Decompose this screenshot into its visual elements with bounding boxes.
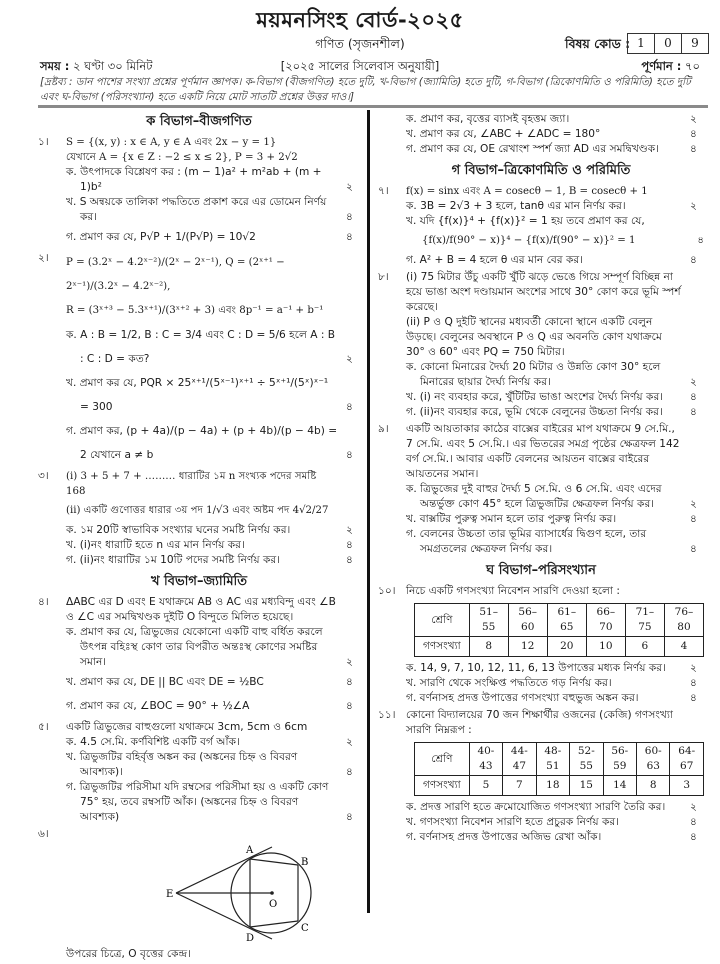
question-11 <box>378 708 704 845</box>
table-cell: 56–60 <box>508 604 547 637</box>
sub-question-ka: ক. 3B = 2√3 + 3 হলে, tanθ এর মান নির্ণয় কর। ২ <box>406 200 697 212</box>
table-cell: 66–70 <box>586 604 625 637</box>
sub-question-ga: গ. প্রমাণ কর যে, ∠BOC = 90° + ½∠A ৪ <box>66 700 353 712</box>
sub-question-kha: খ. S অন্বয়কে তালিকা পদ্ধতিতে প্রকাশ করে এর ডোমেন নির্ণয় কর। ৪ <box>66 196 353 223</box>
sub-question-text: খ. গণসংখ্যা নিবেশন সারণি হতে প্রচুরক নির্ণয় কর। <box>406 816 619 828</box>
sub-question-ka: ক. কোনো মিনারের দৈর্ঘ্য 20 মিটার ও উন্নতি কোণ 30° হলে মিনারের ছায়ার দৈর্ঘ্য নির্ণয় কর। ২ <box>406 361 697 388</box>
sub-question-ga: গ. ত্রিভুজটির পরিসীমা যদি রম্বসের পরিসীমা হয় ও একটি কোণ 75° হয়, তবে রম্বসটি আঁক। (অঙ্কনের চিহ্ন ও বিবরণ আবশ্যক) ৪ <box>66 781 353 823</box>
table-cell: 7 <box>503 776 536 796</box>
label-a: A <box>246 845 254 856</box>
center-point <box>270 891 274 895</box>
sub-question-text: গ. বর্ণনাসহ প্রদত্ত উপাত্তের অজিভ রেখা আঁক। <box>406 831 602 843</box>
sub-question-ka: ক. প্রমাণ কর যে, ত্রিভুজের যেকোনো একটি বাহু বর্ধিত করলে উৎপন্ন বহিঃস্থ কোণ তার বিপরীত অন্তঃস্থ কোণের সমষ্টির সমান। ২ <box>66 626 353 668</box>
right-column <box>378 108 704 847</box>
sub-question-text: ক. ত্রিভুজের দুই বাহুর দৈর্ঘ্য 5 সে.মি. ও 6 সে.মি. এবং এদের অন্তর্ভুক্ত কোণ 45° হলে ত্রিভুজটির ক্ষেত্রফল নির্ণয় কর। <box>406 483 662 510</box>
sub-question-text: খ. যদি {f(x)}⁴ + {f(x)}² = 1 হয় তবে প্রমাণ কর যে, <box>406 215 645 227</box>
time-label: সময় : <box>40 59 70 73</box>
table-row-class <box>415 743 704 776</box>
sub-question-ka: ক. 14, 9, 7, 10, 12, 11, 6, 13 উপাত্তের মধ্যক নির্ণয় কর। ২ <box>406 662 697 674</box>
label-b: B <box>301 857 309 868</box>
question-stem: (ii) P ও Q দুইটি স্থানের মধ্যবর্তী কোনো স্থানে একটি বেলুন উড়ছে। বেলুনের অবস্থানে P ও Q এর অবনতি কোণ যথাক্রমে 30° ও 60° এবং PQ = 750 মিটার। <box>406 316 662 358</box>
mark-value: ৪ <box>697 235 704 246</box>
sub-question-text: ক. 14, 9, 7, 10, 12, 11, 6, 13 উপাত্তের মধ্যক নির্ণয় কর। <box>406 662 666 674</box>
subject-title: গণিত (সৃজনশীল) <box>315 36 405 51</box>
question-7 <box>378 184 704 268</box>
table-cell: 52-55 <box>570 743 603 776</box>
table-cell: 40-43 <box>469 743 502 776</box>
table-header-cell: গণসংখ্যা <box>415 776 470 796</box>
question-9 <box>378 422 704 557</box>
sub-question-ga: গ. বেলনের উচ্চতা তার ভূমির ব্যাসার্ধের দ্বিগুণ হলে, তার সমগ্রতলের ক্ষেত্রফল নির্ণয় কর। ৪ <box>406 528 697 555</box>
sub-question-text: খ. প্রমাণ কর যে, ∠ABC + ∠ADC = 180° <box>406 128 601 140</box>
subject-code-digit: 1 <box>637 36 645 50</box>
question-6 <box>38 827 360 962</box>
table-cell: 14 <box>603 776 636 796</box>
subject-code-label: বিষয় কোড : <box>565 36 631 51</box>
table-header-cell: শ্রেণি <box>415 604 470 637</box>
sub-question-text: গ. (ii)নং ধারাটির ১ম 10টি পদের সমষ্টি নির্ণয় কর। <box>66 554 280 566</box>
question-1 <box>38 135 360 249</box>
sub-question-ga: গ. A² + B = 4 হলে θ এর মান বের কর। ৪ <box>406 254 697 266</box>
sub-question-text: খ. প্রমাণ কর যে, DE || BC এবং DE = ½BC <box>66 676 264 688</box>
question-5 <box>38 720 360 825</box>
frequency-table <box>414 603 704 657</box>
section-heading-algebra: ক বিভাগ–বীজগণিত <box>146 114 252 129</box>
sub-question-ga: গ. প্রমাণ কর যে, OE রেখাংশ স্পর্শ জ্যা AD এর সমদ্বিখণ্ডক। ৪ <box>406 143 697 155</box>
sub-question-text: ক. 3B = 2√3 + 3 হলে, tanθ এর মান নির্ণয় কর। <box>406 200 626 212</box>
sub-question-kha: খ. (i) নং ব্যবহার করে, খুঁটিটির ভাঙা অংশের দৈর্ঘ্য নির্ণয় কর। ৪ <box>406 391 697 403</box>
question-stem: R = (3ˣ⁺³ − 5.3ˣ⁺¹)/(3ˣ⁺² + 3) এবং 8p⁻¹ = a⁻¹ + b⁻¹ <box>66 305 324 316</box>
tangent-ed <box>176 893 272 939</box>
sub-question-ga: গ. (ii)নং ধারাটির ১ম 10টি পদের সমষ্টি নির্ণয় কর। ৪ <box>66 554 353 566</box>
question-stem: (i) 75 মিটার উঁচু একটি খুঁটি ঝড়ে ভেঙে গিয়ে সম্পূর্ণ বিচ্ছিন্ন না হয়ে ভাঙা অংশ দণ্ডায়মান অংশের সাথে 30° কোণ করে ভূমি স্পর্শ করেছে। <box>406 271 681 313</box>
question-stem: f(x) = sinx এবং A = cosecθ − 1, B = cosecθ + 1 <box>406 186 648 197</box>
question-number: ৬। <box>38 828 49 840</box>
sub-question-text: গ. (ii)নং ব্যবহার করে, ভূমি থেকে বেলুনের উচ্চতা নির্ণয় কর। <box>406 406 663 418</box>
full-marks-label: পূর্ণমান : <box>641 59 682 73</box>
circle-figure <box>66 827 360 947</box>
full-marks-value: ৭০ <box>685 59 700 73</box>
question-stem: P = (3.2ˣ − 4.2ˣ⁻²)/(2ˣ − 2ˣ⁻¹), Q = (2ˣ⁺¹ − 2ˣ⁻¹)/(3.2ˣ − 4.2ˣ⁻²), <box>66 257 285 292</box>
table-row-frequency <box>415 637 704 657</box>
formula-text: {f(x)/f(90° − x)}⁴ − {f(x)/f(90° − x)}² = 1 <box>422 235 636 246</box>
section-heading-geometry: খ বিভাগ–জ্যামিতি <box>150 574 248 589</box>
table-cell: 61–65 <box>547 604 586 637</box>
table-cell: 56-59 <box>603 743 636 776</box>
tangent-ea <box>176 847 272 893</box>
question-stem: যেখানে A = {x ∈ Z : −2 ≤ x ≤ 2}, P = 3 + 2√2 <box>66 152 298 163</box>
sub-question-text: খ. সারণি থেকে সংক্ষিপ্ত পদ্ধতিতে গড় নির্ণয় কর। <box>406 677 612 689</box>
sub-question-ga: গ. প্রমাণ কর যে, P√P + 1/(P√P) = 10√2 ৪ <box>66 231 353 243</box>
table-cell: 6 <box>625 637 664 657</box>
sub-question-text: ক. কোনো মিনারের দৈর্ঘ্য 20 মিটার ও উন্নতি কোণ 30° হলে মিনারের ছায়ার দৈর্ঘ্য নির্ণয় কর। <box>406 361 661 388</box>
section-heading-statistics: ঘ বিভাগ–পরিসংখ্যান <box>486 563 596 578</box>
sub-question-text: ক. 4.5 সে.মি. কর্ণবিশিষ্ট একটি বর্গ আঁক। <box>66 736 240 748</box>
subject-code-digit: 9 <box>681 34 708 53</box>
question-number: ১০। <box>378 585 396 597</box>
label-e: E <box>166 889 174 900</box>
subject-code-digit: 0 <box>654 34 681 53</box>
table-cell: 15 <box>570 776 603 796</box>
sub-question-text: ক. A : B = 1/2, B : C = 3/4 এবং C : D = 5/6 হলে A : B : C : D = কত? <box>66 329 336 365</box>
table-header-cell: গণসংখ্যা <box>415 637 470 657</box>
table-header-cell: শ্রেণি <box>415 743 470 776</box>
sub-question-text: ক. ১ম 20টি স্বাভাবিক সংখ্যার ঘনের সমষ্টি নির্ণয় কর। <box>66 524 291 536</box>
question-10 <box>378 584 704 706</box>
sub-question-kha: খ. (i)নং ধারাটি হতে n এর মান নির্ণয় কর। ৪ <box>66 539 353 551</box>
question-number: ৪। <box>38 596 49 608</box>
instructions-note: [দ্রষ্টব্য : ডান পাশের সংখ্যা প্রশ্নের পূর্ণমান জ্ঞাপক। ক-বিভাগ (বীজগণিত) হতে দুটি, খ-বিভাগ (জ্যামিতি) হতে দুটি, গ-বিভাগ (ত্রিকোণমিতি ও পরিমিতি) হতে দুটি এবং ঘ-বিভাগ (পরিসংখ্যান) হতে একটি নিয়ে মোট সাতটি প্রশ্নের উত্তর দাও।] <box>40 76 691 103</box>
question-stem: কোনো বিদ্যালয়ের 70 জন শিক্ষার্থীর ওজনের (কেজি) গণসংখ্যা সারণি নিম্নরূপ : <box>406 709 673 736</box>
sub-question-ka: ক. A : B = 1/2, B : C = 3/4 এবং C : D = 5/6 হলে A : B : C : D = কত? ২ <box>66 329 353 365</box>
sub-question-text: খ. (i) নং ব্যবহার করে, খুঁটিটির ভাঙা অংশের দৈর্ঘ্য নির্ণয় কর। <box>406 391 664 403</box>
table-cell: 76–80 <box>664 604 703 637</box>
question-4 <box>38 595 360 718</box>
table-cell: 5 <box>469 776 502 796</box>
sub-question-text: খ. (i)নং ধারাটি হতে n এর মান নির্ণয় কর। <box>66 539 245 551</box>
sub-question-text: খ. বাক্সটির পুরুত্ব সমান হলে তার পুরুত্ব নির্ণয় কর। <box>406 513 617 525</box>
table-cell: 8 <box>637 776 670 796</box>
table-cell: 51–55 <box>469 604 508 637</box>
table-cell: 4 <box>664 637 703 657</box>
sub-question-kha: খ. ত্রিভুজটির বহির্বৃত্ত অঙ্কন কর (অঙ্কনের চিহ্ন ও বিবরণ আবশ্যক)। ৪ <box>66 751 353 778</box>
geometry-diagram <box>66 827 366 947</box>
sub-question-kha <box>406 214 704 229</box>
chord-cd <box>250 921 298 927</box>
question-number: ৫। <box>38 721 49 733</box>
sub-question-text: ক. প্রদত্ত সারণি হতে ক্রমোযোজিত গণসংখ্যা সারণি তৈরি কর। <box>406 801 666 813</box>
label-c: C <box>301 923 309 934</box>
sub-question-kha: খ. প্রমাণ কর যে, ∠ABC + ∠ADC = 180° ৪ <box>406 128 697 140</box>
sub-question-ka: ক. 4.5 সে.মি. কর্ণবিশিষ্ট একটি বর্গ আঁক। ২ <box>66 736 353 748</box>
question-stem: S = {(x, y) : x ∈ A, y ∈ A এবং 2x − y = 1} <box>66 137 277 148</box>
question-6-continued <box>378 112 704 157</box>
table-cell: 12 <box>508 637 547 657</box>
sub-question-text: খ. প্রমাণ কর যে, PQR × 25ˣ⁺¹/(5ˣ⁻¹)ˣ⁺¹ ÷ 5ˣ⁺¹/(5ˣ)ˣ⁻¹ = 300 <box>66 377 329 413</box>
sub-question-text: গ. প্রমাণ কর, (p + 4a)/(p − 4a) + (p + 4b)/(p − 4b) = 2 যেখানে a ≠ b <box>66 425 338 461</box>
sub-question-text: খ. ত্রিভুজটির বহির্বৃত্ত অঙ্কন কর (অঙ্কনের চিহ্ন ও বিবরণ আবশ্যক)। <box>66 751 298 778</box>
question-8 <box>378 270 704 420</box>
question-stem: নিচে একটি গণসংখ্যা নিবেশন সারণি দেওয়া হলো : <box>406 585 620 597</box>
table-cell: 60-63 <box>637 743 670 776</box>
table-cell: 71–75 <box>625 604 664 637</box>
sub-question-ga: গ. প্রমাণ কর, (p + 4a)/(p − 4a) + (p + 4b)/(p − 4b) = 2 যেখানে a ≠ b ৪ <box>66 425 353 461</box>
sub-question-text: খ. S অন্বয়কে তালিকা পদ্ধতিতে প্রকাশ করে এর ডোমেন নির্ণয় কর। <box>66 196 327 223</box>
sub-question-kha: খ. প্রমাণ কর যে, PQR × 25ˣ⁺¹/(5ˣ⁻¹)ˣ⁺¹ ÷ 5ˣ⁺¹/(5ˣ)ˣ⁻¹ = 300 ৪ <box>66 377 353 413</box>
frequency-table <box>414 742 704 796</box>
question-3 <box>38 469 360 568</box>
question-number: ১। <box>38 136 49 148</box>
sub-question-text: গ. প্রমাণ কর যে, ∠BOC = 90° + ½∠A <box>66 700 250 712</box>
question-stem: একটি ত্রিভুজের বাহুগুলো যথাক্রমে 3cm, 5cm ও 6cm <box>66 721 308 733</box>
question-2 <box>38 251 360 467</box>
table-cell: 8 <box>469 637 508 657</box>
question-stem: একটি আয়তাকার কাঠের বাক্সের বাইরের মাপ যথাক্রমে 9 সে.মি., 7 সে.মি. এবং 5 সে.মি.। এর ভিতরের সমগ্র পৃষ্ঠের ক্ষেত্রফল 142 বর্গ সে.মি.। আবার একটি বেলনের আয়তন বাক্সের বাইরের আয়তনের সমান। <box>406 423 680 480</box>
sub-question-ga: গ. বর্ণনাসহ প্রদত্ত উপাত্তের অজিভ রেখা আঁক। ৪ <box>406 831 697 843</box>
sub-question-text: গ. A² + B = 4 হলে θ এর মান বের কর। <box>406 254 584 266</box>
label-o: O <box>269 899 278 910</box>
chord-ab <box>250 859 298 865</box>
question-number: ১১। <box>378 709 396 721</box>
question-number: ৩। <box>38 470 49 482</box>
question-stem: ΔABC এর D এবং E যথাক্রমে AB ও AC এর মধ্যবিন্দু এবং ∠B ও ∠C এর সমদ্বিখণ্ডক দুইটি O বিন্দুতে মিলিত হয়েছে। <box>66 596 336 623</box>
subject-code-boxes <box>627 33 709 54</box>
sub-question-kha: খ. সারণি থেকে সংক্ষিপ্ত পদ্ধতিতে গড় নির্ণয় কর। ৪ <box>406 677 697 689</box>
time-value: ২ ঘণ্টা ৩০ মিনিট <box>73 59 153 73</box>
sub-question-ga: গ. বর্ণনাসহ প্রদত্ত উপাত্তের গণসংখ্যা বহুভুজ অঙ্কন কর। ৪ <box>406 692 697 704</box>
question-number: ২। <box>38 252 49 264</box>
sub-question-text: গ. প্রমাণ কর যে, P√P + 1/(P√P) = 10√2 <box>66 231 256 243</box>
sub-question-text: ক. প্রমাণ কর যে, ত্রিভুজের যেকোনো একটি বাহু বর্ধিত করলে উৎপন্ন বহিঃস্থ কোণ তার বিপরীত অন্তঃস্থ কোণের সমষ্টির সমান। <box>66 626 323 668</box>
table-cell: 3 <box>670 776 704 796</box>
section-heading-trigonometry: গ বিভাগ–ত্রিকোণমিতি ও পরিমিতি <box>451 163 631 178</box>
sub-question-ka: ক. ত্রিভুজের দুই বাহুর দৈর্ঘ্য 5 সে.মি. ও 6 সে.মি. এবং এদের অন্তর্ভুক্ত কোণ 45° হলে ত্রিভুজটির ক্ষেত্রফল নির্ণয় কর। ২ <box>406 483 697 510</box>
sub-question-text: গ. বেলনের উচ্চতা তার ভূমির ব্যাসার্ধের দ্বিগুণ হলে, তার সমগ্রতলের ক্ষেত্রফল নির্ণয় কর। <box>406 528 647 555</box>
question-stem: (i) 3 + 5 + 7 + ……… ধারাটির ১ম n সংখ্যক পদের সমষ্টি 168 <box>66 471 317 497</box>
sub-question-kha: খ. বাক্সটির পুরুত্ব সমান হলে তার পুরুত্ব নির্ণয় কর। ৪ <box>406 513 697 525</box>
question-number: ৭। <box>378 185 389 197</box>
sub-question-ka: ক. উৎপাদকে বিশ্লেষণ কর : (m − 1)a² + m²ab + (m + 1)b² ২ <box>66 166 353 193</box>
question-number: ৮। <box>378 271 389 283</box>
left-column <box>38 108 360 964</box>
figure-caption: উপরের চিত্রে, O বৃত্তের কেন্দ্র। <box>66 948 191 960</box>
sub-question-ka: ক. ১ম 20টি স্বাভাবিক সংখ্যার ঘনের সমষ্টি নির্ণয় কর। ২ <box>66 524 353 536</box>
formula <box>406 229 704 253</box>
syllabus-note: [২০২৫ সালের সিলেবাস অনুযায়ী] <box>280 59 440 73</box>
sub-question-ka: ক. প্রমাণ কর, বৃত্তের ব্যাসই বৃহত্তম জ্যা। ২ <box>406 113 697 125</box>
column-divider <box>367 110 370 913</box>
table-cell: 10 <box>586 637 625 657</box>
sub-question-text: গ. বর্ণনাসহ প্রদত্ত উপাত্তের গণসংখ্যা বহুভুজ অঙ্কন কর। <box>406 692 639 704</box>
table-cell: 18 <box>536 776 569 796</box>
table-cell: 64-67 <box>670 743 704 776</box>
sub-question-ka: ক. প্রদত্ত সারণি হতে ক্রমোযোজিত গণসংখ্যা সারণি তৈরি কর। ২ <box>406 801 697 813</box>
sub-question-kha: খ. প্রমাণ কর যে, DE || BC এবং DE = ½BC ৪ <box>66 676 353 688</box>
sub-question-text: ক. প্রমাণ কর, বৃত্তের ব্যাসই বৃহত্তম জ্যা। <box>406 113 570 125</box>
sub-question-text: ক. উৎপাদকে বিশ্লেষণ কর : (m − 1)a² + m²ab + (m + 1)b² <box>66 166 322 193</box>
table-cell: 20 <box>547 637 586 657</box>
label-d: D <box>246 933 255 944</box>
board-title: ময়মনসিংহ বোর্ড-২০২৫ <box>256 8 464 32</box>
table-cell: 48-51 <box>536 743 569 776</box>
table-row-class <box>415 604 704 637</box>
question-number: ৯। <box>378 423 389 435</box>
sub-question-ga: গ. (ii)নং ব্যবহার করে, ভূমি থেকে বেলুনের উচ্চতা নির্ণয় কর। ৪ <box>406 406 697 418</box>
sub-question-text: গ. ত্রিভুজটির পরিসীমা যদি রম্বসের পরিসীমা হয় ও একটি কোণ 75° হয়, তবে রম্বসটি আঁক। (অঙ্কনের চিহ্ন ও বিবরণ আবশ্যক) <box>66 781 329 823</box>
table-row-frequency <box>415 776 704 796</box>
question-stem: (ii) একটি গুণোত্তর ধারার ৩য় পদ 1/√3 এবং অষ্টম পদ 4√2/27 <box>66 505 329 516</box>
table-cell: 44-47 <box>503 743 536 776</box>
sub-question-text: গ. প্রমাণ কর যে, OE রেখাংশ স্পর্শ জ্যা AD এর সমদ্বিখণ্ডক। <box>406 143 659 155</box>
sub-question-kha: খ. গণসংখ্যা নিবেশন সারণি হতে প্রচুরক নির্ণয় কর। ৪ <box>406 816 697 828</box>
